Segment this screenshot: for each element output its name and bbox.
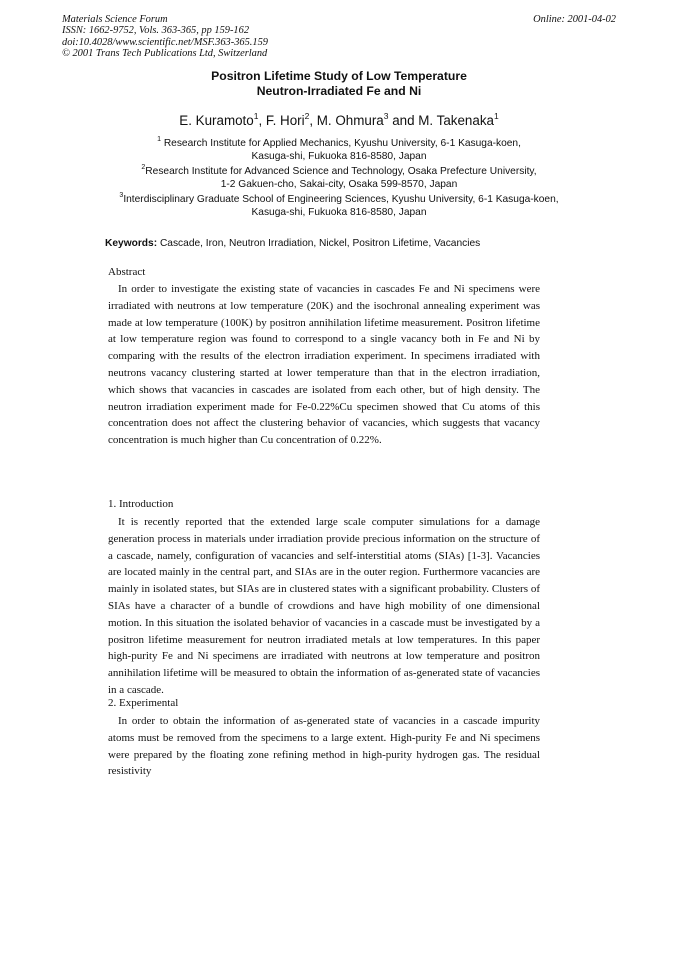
author-name: E. Kuramoto [179,113,254,128]
experimental-body [108,713,540,780]
affiliation-line: Research Institute for Applied Mechanics, Kyushu University, 6-1 Kasuga-koen, [163,138,521,149]
introduction-body [108,514,540,699]
affiliation-line: Research Institute for Advanced Science and Technology, Osaka Prefecture University, [145,166,537,177]
introduction-paragraph: It is recently reported that the extended large scale computer simulations for a damage generation process in materials under irradiation provide precious information on the structure of a cascade, namely, configuration of vacancies and self-interstitial atoms (SIAs) [1-3]. Vacancies are located mainly in the central part, and SIAs are in the outer region. Furthermore vacancies are mainly in isolated states, but SIAs are in clustered states with a significant probability. Clusters of SIAs have a character of a bundle of crowdions and have high mobility of one dimensional motion. In this situation the isolated behavior of vacancies in a cascade must be investigated by a positron lifetime measurement for neutron irradiated metals at low temperatures. In this paper high-purity Fe and Ni specimens are irradiated with neutrons at low temperature and positron annihilation lifetime will be measured to obtain the information of as-generated state of vacancies in a cascade. [108,516,540,696]
journal-name: Materials Science Forum [62,14,168,25]
author-separator: , [258,113,266,128]
author-affiliation-mark: 3 [383,111,389,121]
abstract-paragraph: In order to investigate the existing state of vacancies in cascades Fe and Ni specimens were irradiated with neutrons at low temperature (20K) and the isochronal annealing experiment was made at low temperature (100K) by positron annihilation lifetime measurement. Positron lifetime at low temperature region was found to correspond to a single vacancy both in Fe and Ni by comparing with the results of the electron irradiation experiment. In specimens irradiated with neutrons vacancy clustering started at lower temperature than that in the electron irradiation, which shows that vacancies in cascades are isolated from each other, but of high density. The neutron irradiation experiment made for Fe-0.22%Cu specimen showed that Cu atoms of this concentration does not affect the clustering behavior of vacancies, which suggests that vacancy concentration is much higher than Cu concentration of 0.22%. [108,283,540,447]
experimental-paragraph: In order to obtain the information of as-generated state of vacancies in a cascade impurity atoms must be removed from the specimens to a large extent. High-purity Fe and Ni specimens were prepared by the floating zone refining method in high-purity hydrogen gas. The residual resistivity [108,715,540,778]
affiliation-line: Interdisciplinary Graduate School of Engineering Sciences, Kyushu University, 6-1 Kasuga-koen, [123,194,559,205]
author-list [0,113,678,128]
author-separator: and [388,113,419,128]
online-date: Online: 2001-04-02 [533,14,616,25]
affiliation-mark: 2 [141,164,146,171]
journal-header [62,14,268,60]
journal-copyright: © 2001 Trans Tech Publications Ltd, Switzerland [62,48,268,60]
keywords-text: Cascade, Iron, Neutron Irradiation, Nickel, Positron Lifetime, Vacancies [159,238,481,249]
author-name: M. Ohmura [316,113,384,128]
author-name: M. Takenaka [418,113,494,128]
affiliation-line: Kasuga-shi, Fukuoka 816-8580, Japan [251,207,427,218]
title-line-2: Neutron-Irradiated Fe and Ni [256,83,422,98]
introduction-heading: 1. Introduction [108,498,174,510]
affiliation-mark: 3 [119,192,124,199]
author-affiliation-mark: 2 [304,111,310,121]
affiliation-3 [0,193,678,219]
keywords-label: Keywords: [105,238,158,249]
keywords [105,238,480,249]
author-name: F. Hori [265,113,305,128]
affiliation-line: Kasuga-shi, Fukuoka 816-8580, Japan [251,151,427,162]
title-line-1: Positron Lifetime Study of Low Temperature [211,69,467,83]
author-affiliation-mark: 1 [253,111,259,121]
abstract-heading: Abstract [108,266,146,278]
affiliation-line: 1-2 Gakuen-cho, Sakai-city, Osaka 599-8570, Japan [220,179,458,190]
abstract-body [108,281,540,449]
journal-doi: doi:10.4028/www.scientific.net/MSF.363-365.159 [62,36,268,48]
author-separator: , [309,113,317,128]
affiliation-2 [0,165,678,191]
journal-issn: ISSN: 1662-9752, Vols. 363-365, pp 159-162 [62,25,250,37]
experimental-heading: 2. Experimental [108,697,179,709]
affiliation-mark: 1 [157,136,161,143]
paper-title [0,69,678,98]
author-affiliation-mark: 1 [493,111,499,121]
affiliation-1 [0,137,678,163]
